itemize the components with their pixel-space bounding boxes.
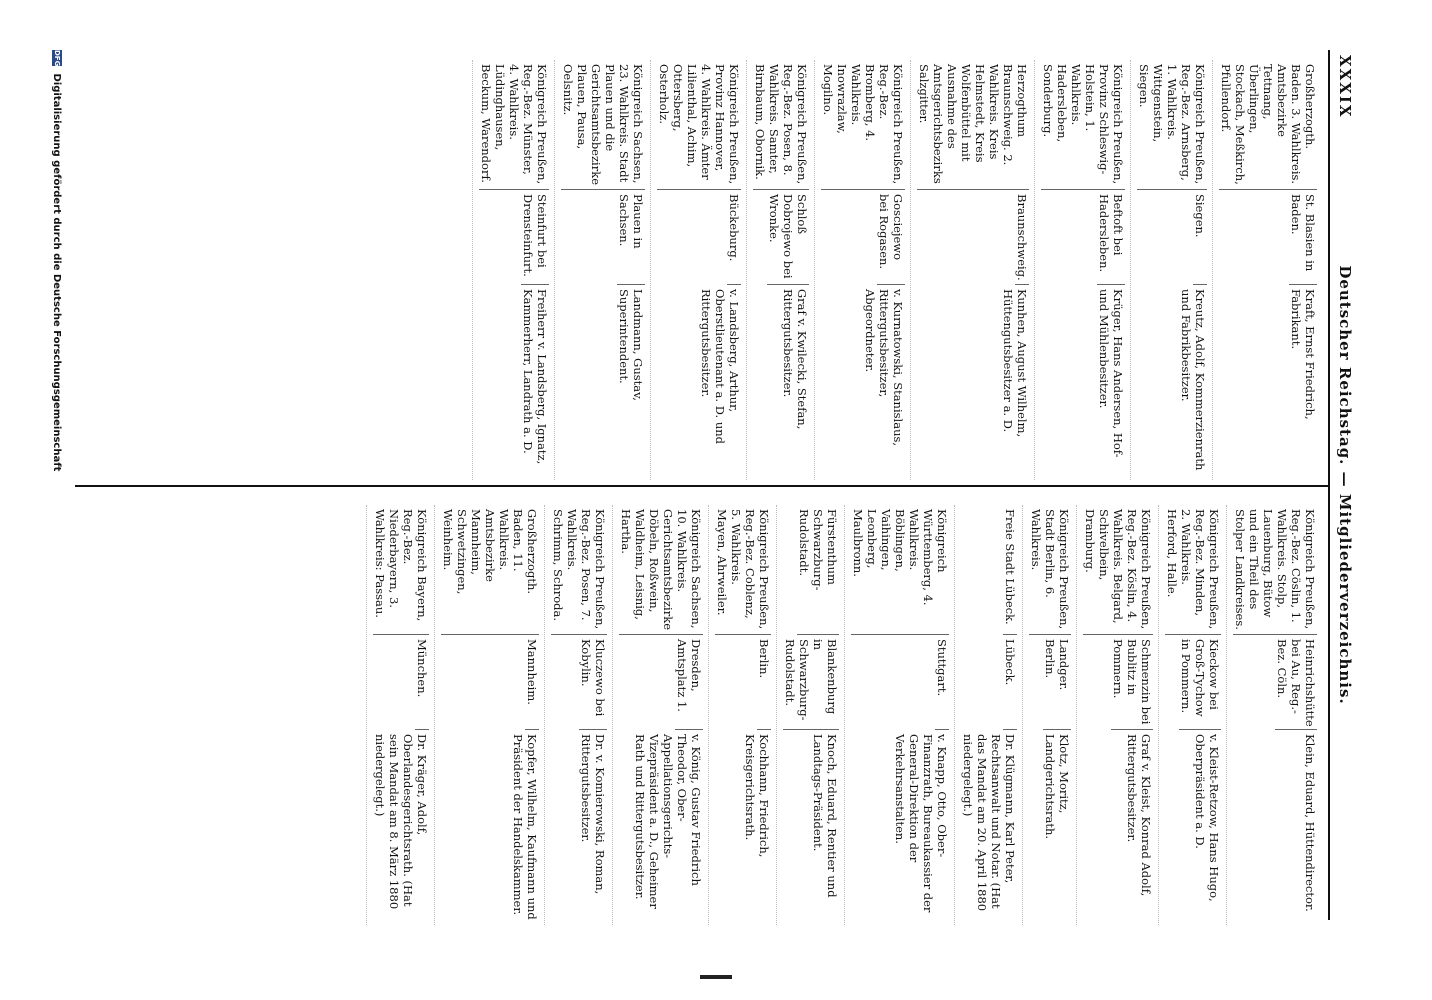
member-district: Königreich Sachsen, 10. Wahlkreis. Gerichtsamtsbezirke Döbeln, Roßwein, Waldheim, Leisnig, Hartha. bbox=[619, 505, 703, 635]
credit-text: Digitalisierung gefördert durch die Deutsche Forschungsgemeinschaft bbox=[51, 73, 62, 472]
column-divider bbox=[75, 485, 1330, 487]
member-residence: Lübeck. bbox=[1003, 635, 1017, 730]
member-name: Landmann, Gustav, Superintendent. bbox=[617, 289, 645, 401]
member-name: Dr. Kräger, Adolf, Oberlandesgerichtsrath. (Hat sein Mandat am 8. März 1880 niedergelegt.) bbox=[373, 734, 429, 910]
page-edge-mark bbox=[700, 975, 732, 979]
member-entry bbox=[910, 60, 1034, 480]
member-name: Krüger, Hans Andersen, Hof- und Mühlenbesitzer. bbox=[1097, 289, 1125, 458]
member-district: Königreich Preußen, Reg.-Bez. Münster, 4. Wahlkreis. Lüdinghausen, Beckum, Warendorf. bbox=[479, 60, 549, 190]
member-residence: Kieckow bei Groß-Tychow in Pommern. bbox=[1179, 635, 1221, 730]
member-district: Königreich Preußen, Reg.-Bez. Köslin, 4. Wahlkreis. Belgard, Schivelbein, Dramburg. bbox=[1083, 505, 1153, 635]
dfg-logo-icon: DFG bbox=[53, 50, 61, 67]
member-name: v. Knapp, Otto, Ober-Finanzrath, Bureaukassier der General-Direktion der Verkehrsanstalten. bbox=[893, 734, 949, 913]
member-name: Klotz, Moritz, Landgerichtsrath. bbox=[1043, 734, 1071, 840]
member-entry bbox=[954, 505, 1022, 925]
member-residence: Braunschweig. bbox=[1015, 190, 1029, 285]
member-entry bbox=[1022, 505, 1076, 925]
member-district: Königreich Preußen, Provinz Schleswig-Holstein, 1. Wahlkreis. Hadersleben, Sonderburg. bbox=[1041, 60, 1125, 190]
member-entry bbox=[1130, 60, 1212, 480]
member-name: Kreutz, Adolf, Kommerzienrath und Fabrikbesitzer. bbox=[1179, 289, 1207, 471]
member-name: Kraft, Ernst Friedrich, Fabrikant. bbox=[1289, 289, 1317, 420]
member-name: Kunhen, August Wilhelm, Hüttengutsbesitzer a. D. bbox=[1001, 289, 1029, 438]
member-district: Königreich Preußen, Reg.-Bez. Bromberg, 4. Wahlkreis. Inowrazlaw, Mogilno. bbox=[821, 60, 905, 190]
page-title: Deutscher Reichstag. — Mitgliederverzeichnis. bbox=[1336, 265, 1354, 705]
member-district: Königreich Sachsen, 23. Wahlkreis. Stadt Plauen und die Gerichtsamtsbezirke Plauen, Pausa, Oelsnitz. bbox=[561, 60, 645, 190]
member-name: Dr. Klügmann, Karl Peter, Rechtsanwalt und Notar. (Hat das Mandat am 20. April 1880 niedergelegt.) bbox=[961, 734, 1017, 912]
member-entry bbox=[1158, 505, 1226, 925]
member-residence: Kluczewo bei Kobylin. bbox=[579, 635, 607, 730]
member-district: Königreich Preußen, Reg.-Bez. Coblenz, 5. Wahlkreis. Mayen, Ahrweiler. bbox=[715, 505, 771, 635]
digitization-credit bbox=[51, 50, 62, 950]
member-district: Königreich Preußen, Reg.-Bez. Arnsberg, 1. Wahlkreis. Wittgenstein, Siegen. bbox=[1137, 60, 1207, 190]
member-name: Dr. v. Komierowski, Roman, Rittergutsbesitzer. bbox=[579, 734, 607, 895]
member-entry bbox=[554, 60, 650, 480]
member-residence: Beftoft bei Hadersleben. bbox=[1097, 190, 1125, 285]
member-name: Kochhann, Friedrich, Kreisgerichtsrath. bbox=[743, 734, 771, 858]
member-entry bbox=[776, 505, 844, 925]
member-district: Königreich Preußen, Stadt Berlin, 6. Wahlkreis. bbox=[1029, 505, 1071, 635]
member-district: Königreich Bayern, Reg.-Bez. Niederbayern, 3. Wahlkreis: Passau. bbox=[373, 505, 429, 635]
member-district: Königreich Preußen, Reg.-Bez. Cöslin, 1. Wahlkreis. Stolp, Lauenburg, Bütow und ein Theil des Stolper Landkreises. bbox=[1233, 505, 1317, 635]
member-residence: Heinrichshütte bei Au, Reg.-Bez. Cöln. bbox=[1275, 635, 1317, 730]
member-district: Großherzogth. Baden, 11. Wahlkreis. Amtsbezirke Mannheim, Schwetzingen, Weinheim. bbox=[441, 505, 539, 635]
member-name: v. König, Gustav Friedrich Theodor, Ober-Appellationsgerichts-Vizepräsident a. D., Geheimer Rath und Rittergutsbesitzer. bbox=[633, 734, 703, 909]
member-entry bbox=[612, 505, 708, 925]
member-entry bbox=[844, 505, 954, 925]
member-residence: Steinfurt bei Drensteinfurt. bbox=[521, 190, 549, 285]
member-entry bbox=[814, 60, 910, 480]
member-residence: Bückeburg. bbox=[727, 190, 741, 285]
member-name: Kopfer, Wilhelm, Kaufmann und Präsident der Handelskammer. bbox=[511, 734, 539, 920]
page-header bbox=[1328, 55, 1354, 915]
member-residence: Blankenburg in Schwarzburg-Rudolstadt. bbox=[783, 635, 839, 730]
member-entry bbox=[366, 505, 434, 925]
member-name: v. Kurnatowski, Stanislaus, Rittergutsbesitzer, Abgeordneter. bbox=[863, 289, 905, 447]
member-district: Königreich Preußen, Reg.-Bez. Posen, 7. Wahlkreis. Schrimm, Schroda. bbox=[551, 505, 607, 635]
member-entry bbox=[472, 60, 554, 480]
member-district: Königreich Preußen, Provinz Hannover, 4. Wahlkreis. Ämter Lilienthal, Achim, Ottersberg, Osterholz. bbox=[657, 60, 741, 190]
member-district: Großherzogth. Baden. 3. Wahlkreis. Amtsbezirke Tettnang, Überlingen, Stockach, Meßkirch, Pfullendorf. bbox=[1219, 60, 1317, 190]
member-residence: Dresden, Amtsplatz 1. bbox=[675, 635, 703, 730]
member-name: Klein, Eduard, Hüttendirector. bbox=[1303, 734, 1317, 912]
member-district: Königreich Preußen, Reg.-Bez. Posen, 8. Wahlkreis. Samter, Birnbaum, Obornik. bbox=[753, 60, 809, 190]
member-residence: Schmenzin bei Bublitz in Pommern. bbox=[1111, 635, 1153, 730]
member-residence: St. Blasien in Baden. bbox=[1289, 190, 1317, 285]
member-entry bbox=[1226, 505, 1322, 925]
member-residence: Plauen in Sachsen. bbox=[617, 190, 645, 285]
member-name: v. Landsberg, Arthur, Oberstlieutenant a. D. und Rittergutsbesitzer. bbox=[699, 289, 741, 445]
left-column bbox=[82, 60, 1322, 480]
member-entry bbox=[1034, 60, 1130, 480]
member-district: Königreich Württemberg, 4. Wahlkreis. Böblingen, Vaihingen, Leonberg, Maulbronn. bbox=[851, 505, 949, 635]
member-name: v. Kleist-Retzow, Hans Hugo, Oberpräsident a. D. bbox=[1193, 734, 1221, 902]
member-entry bbox=[746, 60, 814, 480]
member-entry bbox=[1076, 505, 1158, 925]
member-residence: Schloß Dobrojewo bei Wronke. bbox=[767, 190, 809, 285]
member-residence: Stuttgart. bbox=[935, 635, 949, 730]
member-entry bbox=[434, 505, 544, 925]
member-entry bbox=[1212, 60, 1322, 480]
member-name: Freiherr v. Landsberg, Ignatz, Kammerherr, Landrath a. D. bbox=[521, 289, 549, 465]
member-district: Königreich Preußen, Reg.-Bez. Minden, 2. Wahlkreis. Herford, Halle. bbox=[1165, 505, 1221, 635]
member-residence: Gosciejewo bei Rogasen. bbox=[877, 190, 905, 285]
page-number: XXXIX bbox=[1336, 55, 1354, 119]
member-name: Graf v. Kleist, Konrad Adolf, Rittergutsbesitzer. bbox=[1125, 734, 1153, 897]
member-district: Herzogthum Braunschweig. 2. Wahlkreis. Kreis Helmstedt, Kreis Wolfenbüttel mit Ausnahme des Amtsgerichtsbezirks Salzgitter. bbox=[917, 60, 1029, 190]
right-column bbox=[82, 505, 1322, 925]
member-district: Fürstenthum Schwarzburg-Rudolstadt. bbox=[797, 505, 839, 635]
member-residence: Berlin. bbox=[757, 635, 771, 730]
member-district: Freie Stadt Lübeck. bbox=[1003, 505, 1017, 635]
member-name: Knoch, Eduard, Rentier und Landtags-Präsident. bbox=[811, 734, 839, 898]
member-residence: Siegen. bbox=[1193, 190, 1207, 285]
member-entry bbox=[544, 505, 612, 925]
member-name: Graf v. Kwilecki, Stefan, Rittergutsbesitzer. bbox=[781, 289, 809, 430]
member-residence: Landger. Berlin. bbox=[1043, 635, 1071, 730]
member-entry bbox=[650, 60, 746, 480]
member-residence: Mannheim. bbox=[525, 635, 539, 730]
member-entry bbox=[708, 505, 776, 925]
member-residence: München. bbox=[415, 635, 429, 730]
